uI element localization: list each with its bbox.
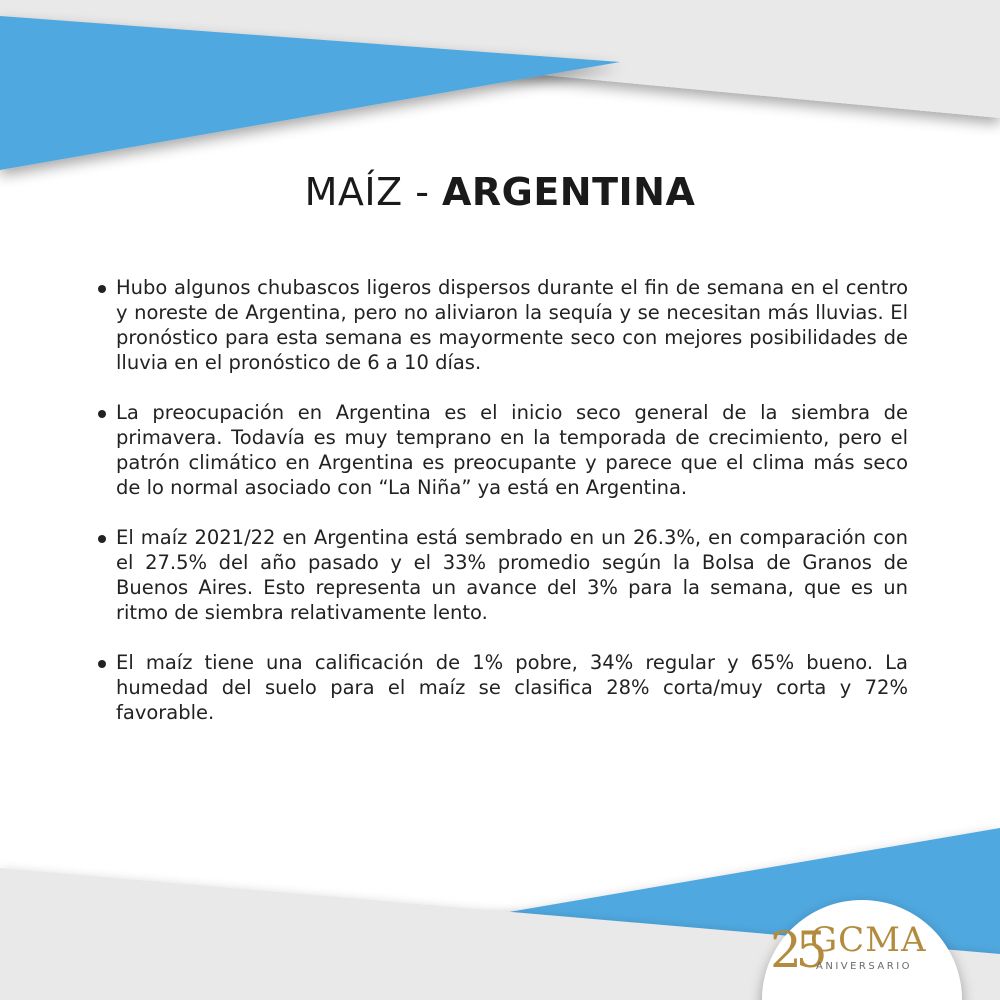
list-item-text: La preocupación en Argentina es el inicio seco general de la siembra de primavera. Todavía es muy temprano en la temporada de crecimiento, pero el patrón climático en Argentina es preocupante y parece que el clima más seco de lo normal asociado con “La Niña” ya está en Argentina. [116, 401, 908, 499]
list-item-text: El maíz tiene una calificación de 1% pobre, 34% regular y 65% bueno. La humedad del suelo para el maíz se clasifica 28% corta/muy corta y 72% favorable. [116, 651, 908, 724]
list-item [96, 650, 908, 725]
list-item-text: El maíz 2021/22 en Argentina está sembrado en un 26.3%, en comparación con el 27.5% del año pasado y el 33% promedio según la Bolsa de Granos de Buenos Aires. Esto representa un avance del 3% para la semana, que es un ritmo de siembra relativamente lento. [116, 526, 908, 624]
page-title [0, 170, 1000, 214]
bullet-icon [98, 410, 106, 418]
logo-name: GCMA [810, 920, 927, 960]
list-item [96, 525, 908, 625]
bullet-icon [98, 660, 106, 668]
title-bold: ARGENTINA [441, 170, 696, 214]
bullet-icon [98, 535, 106, 543]
bullet-list [96, 275, 908, 750]
list-item [96, 400, 908, 500]
bullet-icon [98, 285, 106, 293]
logo-subtitle: ANIVERSARIO [816, 961, 913, 972]
logo-number: 25 [770, 921, 822, 979]
list-item [96, 275, 908, 375]
list-item-text: Hubo algunos chubascos ligeros dispersos durante el fin de semana en el centro y noreste de Argentina, pero no aliviaron la sequía y se necesitan más lluvias. El pronóstico para esta semana es mayormente seco con mejores posibilidades de lluvia en el pronóstico de 6 a 10 días. [116, 276, 908, 374]
title-light: MAÍZ - [304, 170, 442, 214]
gcma-logo [770, 918, 950, 988]
